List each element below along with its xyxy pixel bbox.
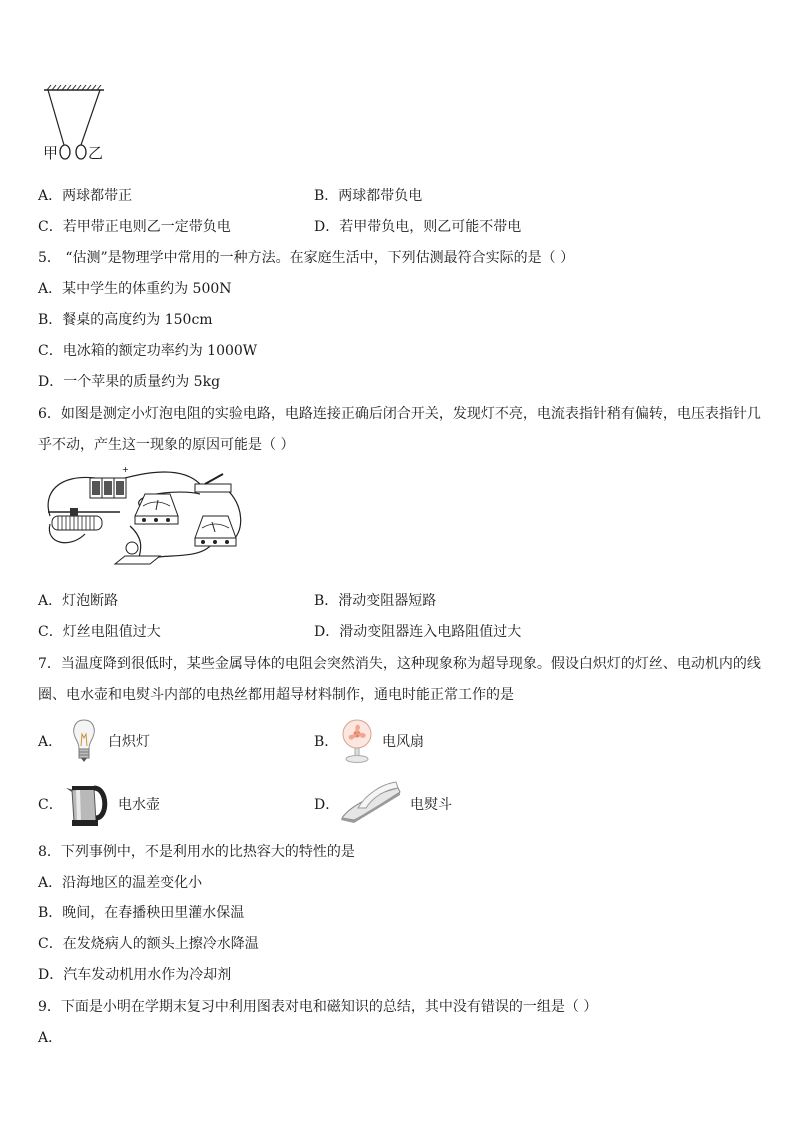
electric-fan-icon — [340, 718, 374, 764]
q9-stem: 9．下面是小明在学期末复习中利用图表对电和磁知识的总结，其中没有错误的一组是（ ） — [38, 999, 598, 1015]
q9-option-a: A． — [38, 1030, 63, 1046]
q4-option-b: B．两球都带负电 — [314, 188, 423, 204]
circuit-figure — [40, 464, 250, 574]
q7-option-b-letter: B． — [314, 734, 339, 750]
svg-text:+: + — [122, 465, 129, 474]
q5-stem: 5． “估测”是物理学中常用的一种方法。在家庭生活中，下列估测最符合实际的是（ ） — [38, 250, 575, 266]
q8-option-b: B．晚间，在春播秧田里灌水保温 — [38, 905, 245, 921]
electric-kettle-icon — [64, 780, 110, 828]
ball-label-jia: 甲 — [43, 144, 59, 162]
ball-label-yi: 乙 — [88, 144, 104, 162]
incandescent-bulb-icon — [70, 718, 98, 764]
q5-option-a: A．某中学生的体重约为 500N — [38, 281, 232, 297]
q5-option-b: B．餐桌的高度约为 150cm — [38, 312, 213, 328]
q8-option-c: C．在发烧病人的额头上擦冷水降温 — [38, 936, 259, 952]
q7-option-d-label: 电熨斗 — [410, 797, 452, 813]
q7-option-b-label: 电风扇 — [382, 734, 424, 750]
q8-option-a: A．沿海地区的温差变化小 — [38, 875, 203, 891]
q6-stem-line1: 6．如图是测定小灯泡电阻的实验电路，电路连接正确后闭合开关，发现灯不亮，电流表指针稍有偏转，电压表指针几 — [38, 406, 761, 422]
q6-option-c: C．灯丝电阻值过大 — [38, 624, 161, 640]
q7-option-c-letter: C． — [38, 797, 63, 813]
q5-option-c: C．电冰箱的额定功率约为 1000W — [38, 343, 258, 359]
q6-stem-line2: 乎不动，产生这一现象的原因可能是（ ） — [38, 437, 295, 453]
q6-option-d: D．滑动变阻器连入电路阻值过大 — [314, 624, 522, 640]
q7-stem-line1: 7．当温度降到很低时，某些金属导体的电阻会突然消失，这种现象称为超导现象。假设白炽灯的灯丝、电动机内的线 — [38, 656, 761, 672]
q5-option-d: D．一个苹果的质量约为 5kg — [38, 374, 221, 390]
q8-stem: 8．下列事例中，不是利用水的比热容大的特性的是 — [38, 844, 355, 860]
q8-option-d: D．汽车发动机用水作为冷却剂 — [38, 967, 232, 983]
q4-option-d: D．若甲带负电，则乙可能不带电 — [314, 219, 522, 235]
q7-option-c-label: 电水壶 — [118, 797, 160, 813]
q4-option-c: C．若甲带正电则乙一定带负电 — [38, 219, 231, 235]
q7-option-a-label: 白炽灯 — [108, 734, 150, 750]
q7-option-a-letter: A． — [38, 734, 63, 750]
q7-stem-line2: 圈、电水壶和电熨斗内部的电热丝都用超导材料制作，通电时能正常工作的是 — [38, 687, 514, 703]
q6-option-b: B．滑动变阻器短路 — [314, 593, 437, 609]
q4-option-a: A．两球都带正 — [38, 188, 133, 204]
q7-option-d-letter: D． — [314, 797, 340, 813]
q6-option-a: A．灯泡断路 — [38, 593, 119, 609]
electric-iron-icon — [340, 780, 402, 824]
